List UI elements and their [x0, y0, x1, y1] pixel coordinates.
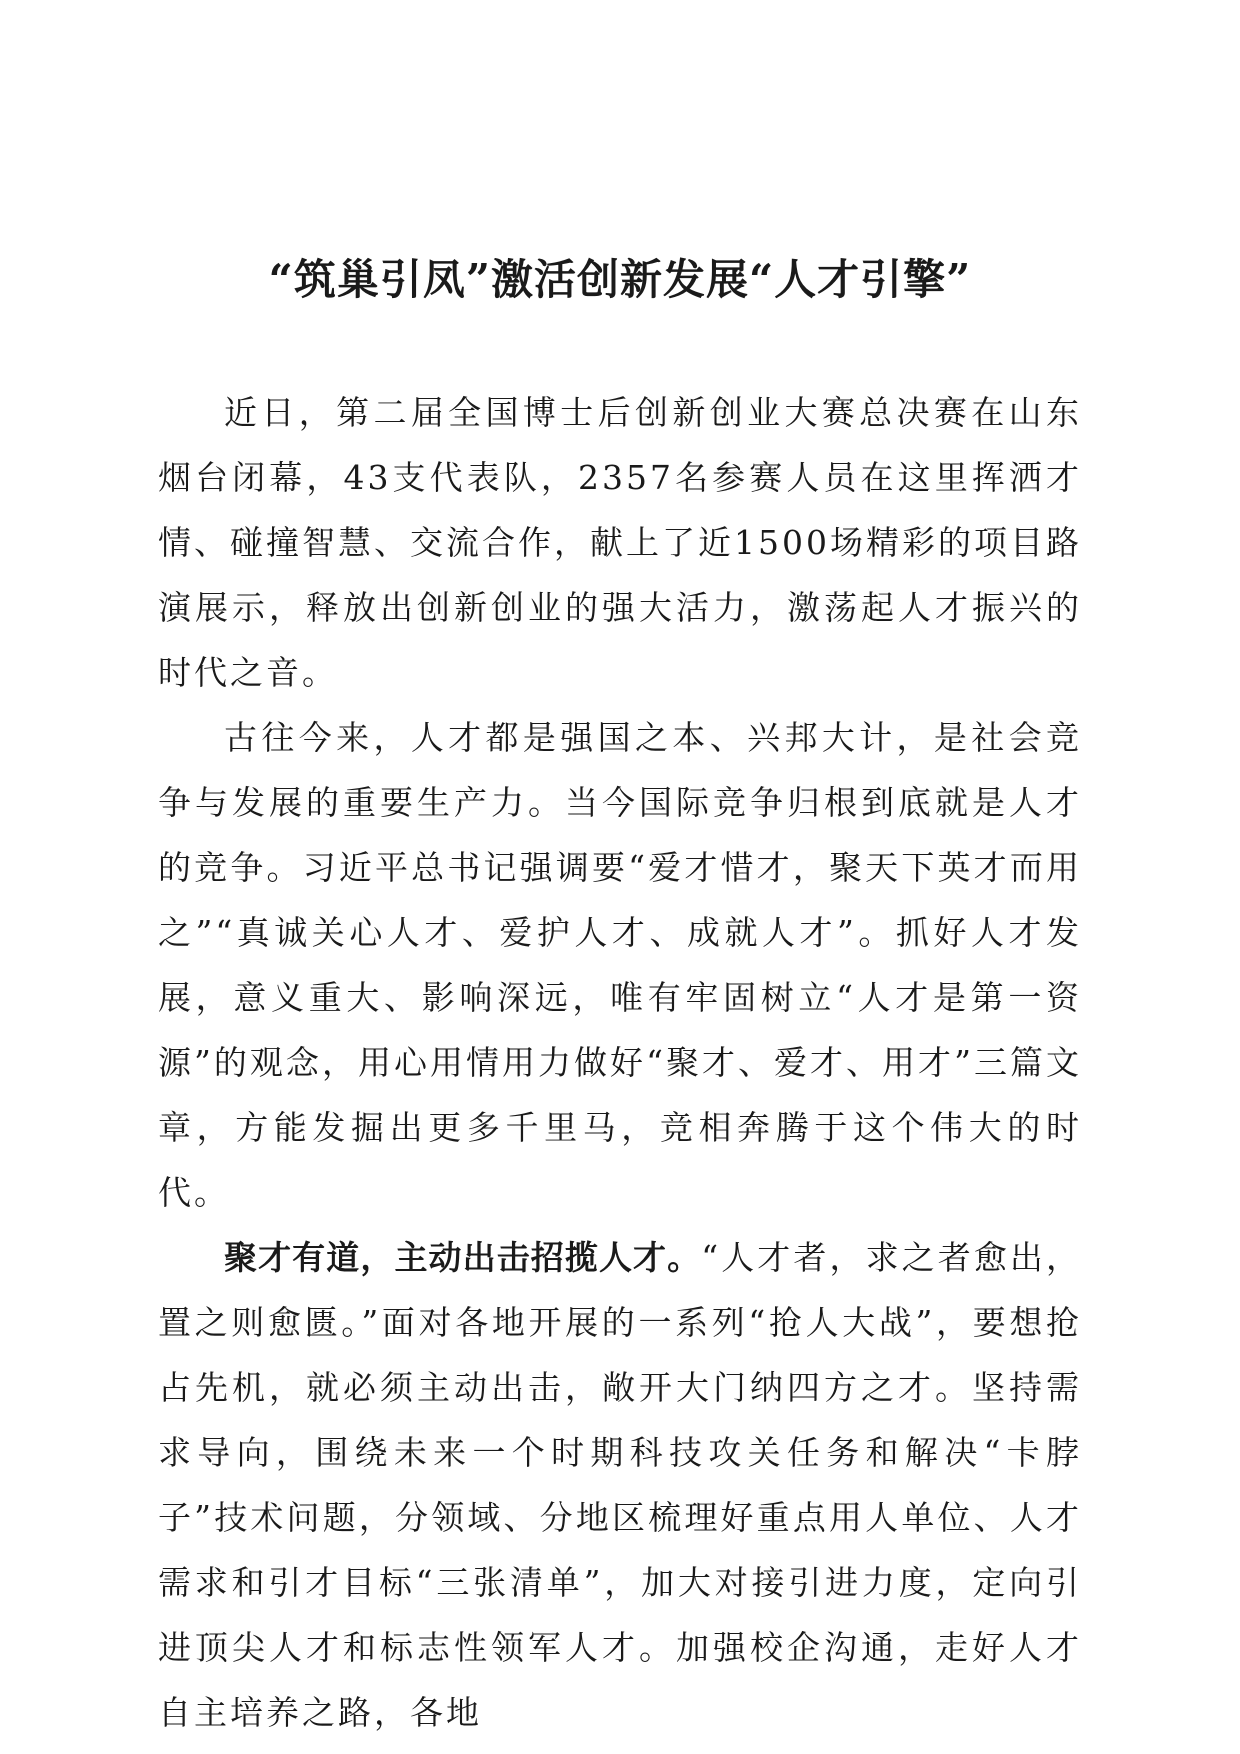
- paragraph-2-text: 古往今来，人才都是强国之本、兴邦大计，是社会竞争与发展的重要生产力。当今国际竞争归根到底就是人才的竞争。习近平总书记强调要“爱才惜才，聚天下英才而用之”“真诚关心人才、爱护人才、成就人才”。抓好人才发展，意义重大、影响深远，唯有牢固树立“人才是第一资源”的观念，用心用情用力做好“聚才、爱才、用才”三篇文章，方能发掘出更多千里马，竞相奔腾于这个伟大的时代。: [158, 718, 1082, 1212]
- article-body: [158, 380, 1082, 1745]
- paragraph-3: [158, 1225, 1082, 1745]
- paragraph-3-text: “人才者，求之者愈出，置之则愈匮。”面对各地开展的一系列“抢人大战”，要想抢占先机，就必须主动出击，敞开大门纳四方之才。坚持需求导向，围绕未来一个时期科技攻关任务和解决“卡脖子”技术问题，分领域、分地区梳理好重点用人单位、人才需求和引才目标“三张清单”，加大对接引进力度，定向引进顶尖人才和标志性领军人才。加强校企沟通，走好人才自主培养之路，各地: [158, 1238, 1083, 1732]
- article-title: “筑巢引凤”激活创新发展“人才引擎”: [268, 255, 972, 304]
- paragraph-1: [158, 380, 1082, 705]
- paragraph-2: [158, 705, 1082, 1225]
- paragraph-1-text: 近日，第二届全国博士后创新创业大赛总决赛在山东烟台闭幕，43支代表队，2357名参赛人员在这里挥洒才情、碰撞智慧、交流合作，献上了近1500场精彩的项目路演展示，释放出创新创业的强大活力，激荡起人才振兴的时代之音。: [158, 393, 1082, 692]
- paragraph-3-lead: 聚才有道，主动出击招揽人才。: [224, 1238, 702, 1277]
